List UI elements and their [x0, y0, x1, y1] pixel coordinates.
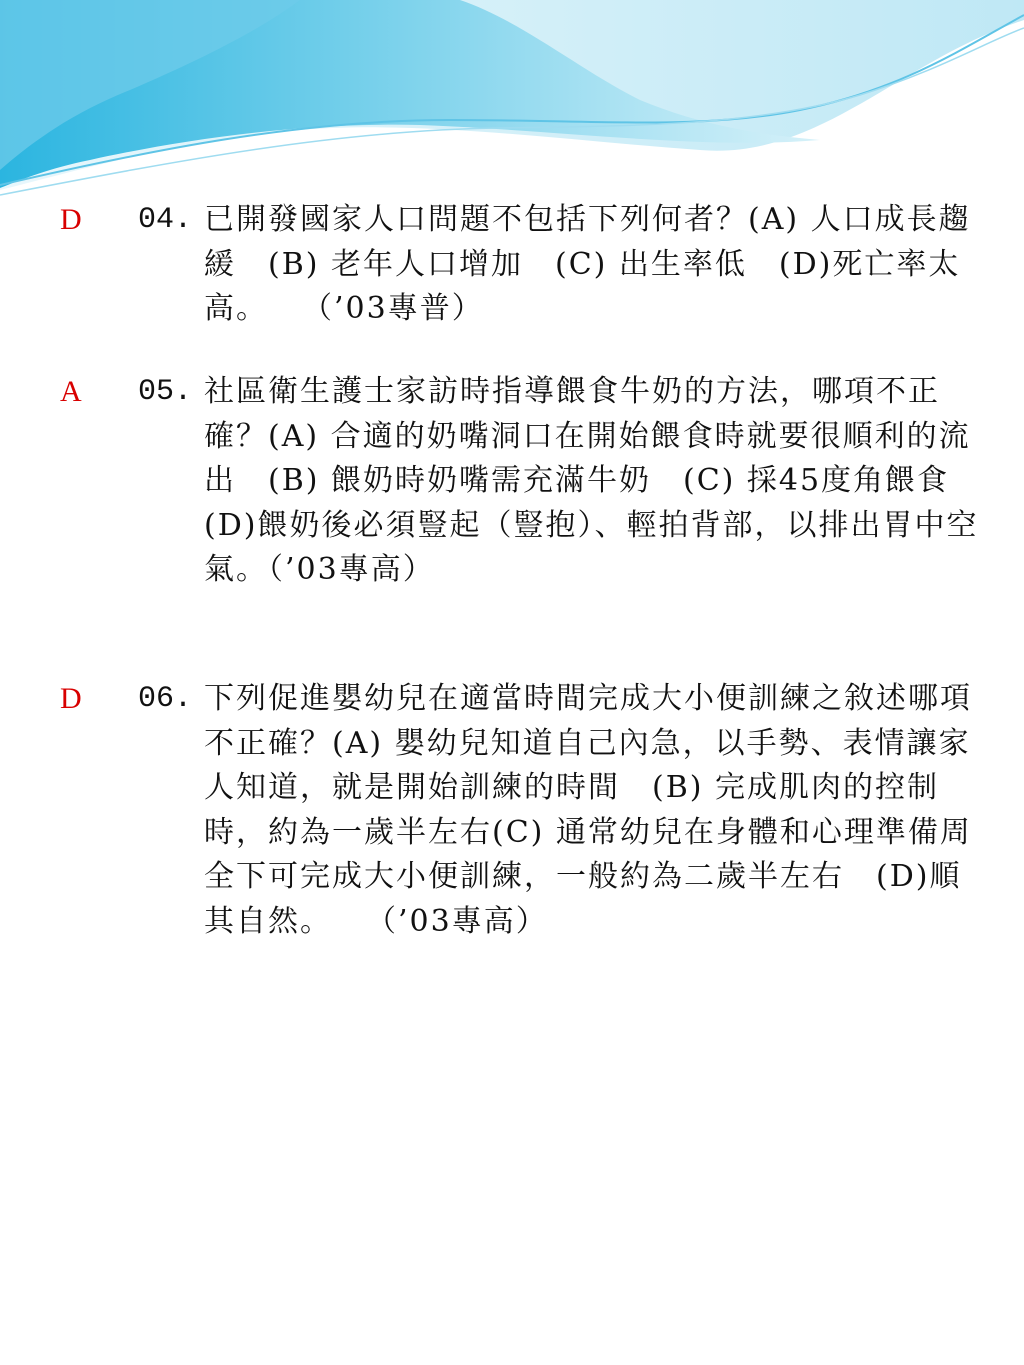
answer-letter: A: [60, 375, 82, 408]
answer-letter: D: [60, 203, 82, 236]
question-text: 已開發國家人口問題不包括下列何者？(A) 人口成長趨緩 (B) 老年人口增加 (C) 出生率低 (D)死亡率太高。 （’03專普）: [204, 202, 971, 326]
question-number: 04.: [138, 203, 193, 237]
question-number: 06.: [138, 682, 193, 716]
header-wave-decoration: [0, 0, 1024, 200]
question-text: 下列促進嬰幼兒在適當時間完成大小便訓練之敘述哪項不正確？(A) 嬰幼兒知道自己內急，以手勢、表情讓家人知道，就是開始訓練的時間 (B) 完成肌肉的控制時，約為一歲半左右(C) 通常幼兒在身體和心理準備周全下可完成大小便訓練，一般約為二歲半左右 (D)順其自然。 （’03專高）: [204, 681, 972, 939]
answer-letter: D: [60, 682, 82, 715]
question-number: 05.: [138, 375, 193, 409]
question-text: 社區衛生護士家訪時指導餵食牛奶的方法，哪項不正確？(A) 合適的奶嘴洞口在開始餵食時就要很順利的流出 (B) 餵奶時奶嘴需充滿牛奶 (C) 採45度角餵食 (D)餵奶後必須豎起（豎抱）、輕拍背部，以排出胃中空氣。（’03專高）: [204, 374, 982, 587]
